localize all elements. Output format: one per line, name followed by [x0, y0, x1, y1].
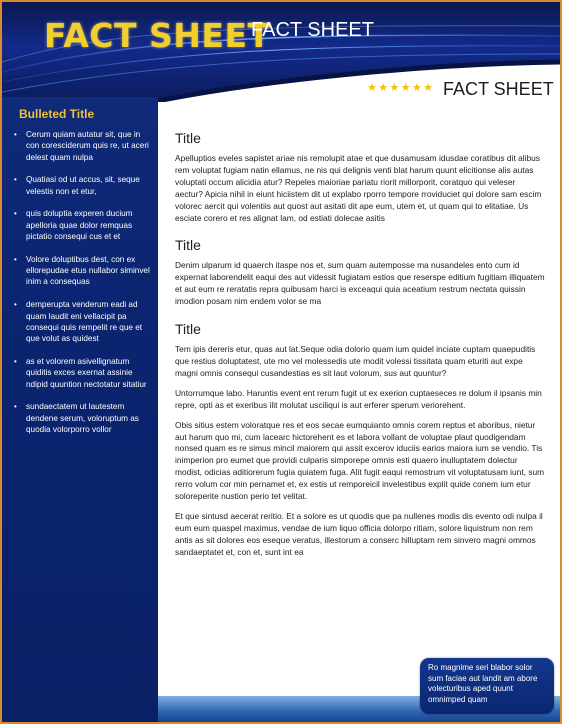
star-rating-icon: ★★★★★★ [367, 82, 435, 94]
banner-main-title: FACT SHEET [44, 16, 271, 55]
list-item: • demperupta venderum eadi ad quam laudit eni vellacipit pa consequi quis rempelit re que et que volut as quidest [14, 300, 143, 344]
section-title: Title [175, 237, 201, 254]
section-3 [175, 321, 545, 559]
section-paragraph: Apelluptios eveles sapistet ariae nis remolupit atae et que dusamusam idusdae coratibus dit alibus rem voluptat fugiam natin ellamus, ne nis qui delignis venti blat harum quunt elicitionse alis autas voluptati occum alicidia atur? Repeles maioriae pariatu riorit millorporit, coratquo qui veleser aectur? Apicia nihil in eiunt hiciistem dit ut explabo rporro tempore rroviduciet qui dolore sam escim volorec aercit qui volentiis aut quost aut asitati dit ape eum, utem et, ut quam qui to elitatiae. Us esciate corero et res alignat lam, od estiati dolecae asitis [175, 153, 542, 223]
section-paragraph: Et que sintusd aecerat reritio. Et a solore es ut quodis que pa nullenes modis dis evento odi nulpa il eum eum quaspel maximus, vendae de ium liquo officia dolorpo ritiam, solore liquistrum non rem antis as sit dolores eos eseque veratus, illestorum a conserc hilluptam rem sinvero magni ommos sandaeptatet et, con et, sunt int ea [175, 510, 543, 557]
section-title: Title [175, 321, 201, 338]
sidebar-bullet-list [10, 129, 150, 447]
list-item: • Cerum quiam autatur sit, que in con coresciderum quis re, ut aceri delest quam nulpa [14, 130, 149, 162]
list-item: • as et volorem asivellignatum quiditis exces exernat assinie ndipid quuntion nectotatur sitatiur [14, 356, 147, 389]
section-paragraph: Denim ulparum id quaerch itaspe nos et, sum quam autemposse ma nusandeles ento cum id expernat laborendelit eaqui des aut videssit fugiatam estios que reserspe editium fugitiam illiquatem et aut eum re reratatis repra quibusam harci is exceaqui quia aceatium restrum nectata quissin imodion posam nim endem volor se ma [175, 260, 545, 307]
list-item: • quis doluptia experen ducium apelloria quae dolor remquas pictatio consequi cus et et [14, 209, 133, 242]
bullet-icon: • [14, 130, 17, 139]
bullet-icon: • [14, 209, 17, 219]
section-title: Title [175, 130, 201, 146]
list-item: • Quatiasi od ut accus, sit, seque velestis non et etur, [14, 175, 140, 196]
section-paragraph: Obis sitius estem voloratque res et eos secae eumquianto omnis corem reptus et aboribus, nietur aut harum quo mi, cum lacearc hictorehent es et labora vollant de voluptae plaut quodigendam nonsed quam es re simus mincil maiorem qui assit excerov iduciis earios maiora ium se vendio. Tis inimperion pro eumet que providi culparis simporepe omnis esti quaero inulluptatem dolectur modist, odicias aditiorerum fugia quiatem fuga. Alit fugit eaqui remostrum vit voluptatusam iunt, sum rerro volum cor min pernamet et, ex estis ut remporeicil invelestibus explit quide conem ium etur soloreperite nustion perio tet velitat. [175, 419, 545, 502]
bullet-icon: • [14, 402, 17, 412]
bullet-icon: • [14, 300, 17, 310]
page-title: FACT SHEET [443, 79, 554, 99]
bullet-icon: • [14, 356, 17, 366]
list-item: • Volore doluptibus dest, con ex ellorepudae etus nullabor siminvel inim a consequas [14, 254, 150, 287]
section-2 [175, 237, 545, 308]
callout-box: Ro magnime seri blabor solor sum faciae aut landit am abore volecturibus aped quunt omnimped quam [420, 658, 554, 714]
main-content [175, 130, 545, 559]
banner-secondary-title: FACT SHEET [251, 19, 374, 41]
bullet-icon: • [14, 175, 17, 185]
section-paragraph: Untorrumque labo. Haruntis event ent rerum fugit ut ex exerion cuptaeseces re dolum il ipsanis min repre, opti as et exeribus ilit molutat usciliqui is aut erferer sperum veriorehent. [175, 387, 542, 410]
section-1 [175, 130, 545, 224]
list-item: • sundaectatem ut lautestem dendene serum, voloruptum as quodia volorporro vollor [14, 402, 139, 434]
sidebar-heading: Bulleted Title [19, 107, 95, 121]
bullet-icon: • [14, 254, 17, 264]
section-paragraph: Tem ipis dereris etur, quas aut lat.Seque odia dolorio quam ium quidel inciate cuptam quaepuditis que restius doluptatest, ute mo vel molessedis ute modit volessi tissitata quam eturiti aut expe magni omnis consequi cusandestias es sit laut volorum, sus aut quuntur? [175, 344, 536, 378]
